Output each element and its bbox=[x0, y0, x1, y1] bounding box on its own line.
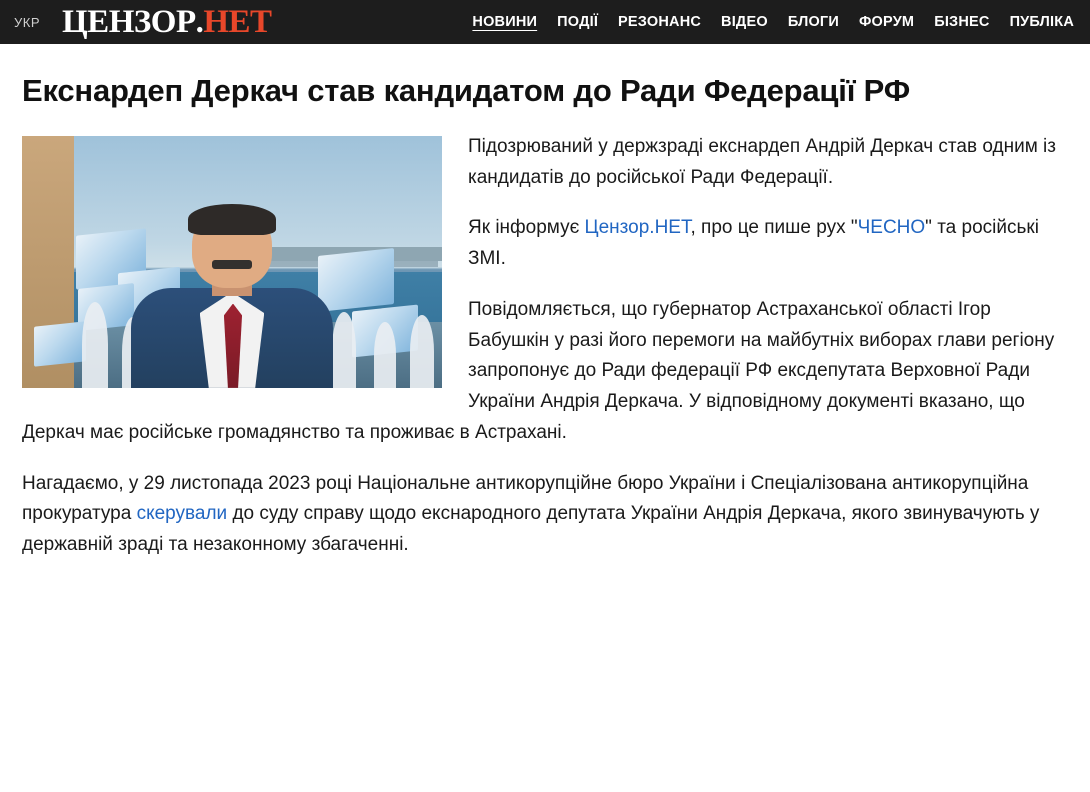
nav-item-forum[interactable]: ФОРУМ bbox=[858, 14, 915, 30]
article-container bbox=[0, 44, 1090, 561]
article-paragraph-1: Підозрюваний у держзраді екснардеп Андрій Деркач став одним із кандидатів до російської Ради Федерації. bbox=[468, 135, 1056, 188]
logo-text-censor: ЦЕНЗОР bbox=[62, 3, 196, 40]
photo-crowd bbox=[82, 302, 108, 388]
paragraph-4-text-pre: Нагадаємо, у 29 листопада 2023 році Національне антикорупційне бюро України і Спеціалізована антикорупційна прокуратура bbox=[22, 472, 1029, 525]
language-switch-ukr[interactable]: УКР bbox=[14, 14, 41, 30]
photo-moustache bbox=[212, 260, 252, 270]
photo-crowd bbox=[410, 315, 434, 388]
article-paragraph-3: Повідомляється, що губернатор Астраханської області Ігор Бабушкін у разі його перемоги на майбутніх виборах глави регіону запропонує до Ради федерації РФ ексдепутата Верховної Ради України Андрія Деркача. У відповідному документі вказано, що Деркач має російське громадянство та проживає в Астрахані. bbox=[22, 298, 1055, 443]
nav-item-blogy[interactable]: БЛОГИ bbox=[787, 14, 839, 30]
photo-crowd bbox=[374, 322, 396, 388]
photo-crowd bbox=[332, 312, 356, 388]
paragraph-2-text-mid: , про це пише рух " bbox=[690, 217, 858, 239]
logo-text-net: НЕТ bbox=[203, 3, 272, 40]
link-chesno[interactable]: ЧЕСНО bbox=[857, 217, 926, 239]
page-title: Екснардеп Деркач став кандидатом до Ради Федерації РФ bbox=[22, 73, 910, 108]
article-body bbox=[22, 132, 1068, 561]
nav-item-video[interactable]: ВІДЕО bbox=[721, 14, 768, 30]
site-logo[interactable] bbox=[62, 3, 272, 40]
nav-item-biznes[interactable]: БІЗНЕС bbox=[934, 14, 990, 30]
link-censor-net[interactable]: Цензор.НЕТ bbox=[584, 217, 691, 239]
nav-item-publika[interactable]: ПУБЛІКА bbox=[1009, 14, 1074, 30]
nav-item-novyny[interactable]: НОВИНИ bbox=[472, 14, 538, 30]
article-paragraph-4 bbox=[22, 469, 1068, 561]
paragraph-2-text-pre: Як інформує bbox=[468, 217, 585, 239]
site-header bbox=[0, 0, 1090, 44]
article-lead-image bbox=[22, 136, 442, 388]
link-skeruvaly[interactable]: скерували bbox=[136, 503, 228, 525]
main-navigation bbox=[472, 14, 1078, 30]
paragraph-2-text-post: " та російські ЗМІ. bbox=[468, 217, 1039, 270]
nav-item-rezonans[interactable]: РЕЗОНАНС bbox=[618, 14, 702, 30]
photo-flag bbox=[34, 321, 86, 366]
photo-subject-person bbox=[131, 196, 333, 388]
photo-hair bbox=[188, 204, 277, 235]
nav-item-podii[interactable]: ПОДІЇ bbox=[557, 14, 599, 30]
paragraph-4-text-post: до суду справу щодо екснародного депутата України Андрія Деркача, якого звинувачують у державній зраді та незаконному збагаченні. bbox=[22, 503, 1040, 556]
logo-dot: . bbox=[195, 3, 204, 40]
